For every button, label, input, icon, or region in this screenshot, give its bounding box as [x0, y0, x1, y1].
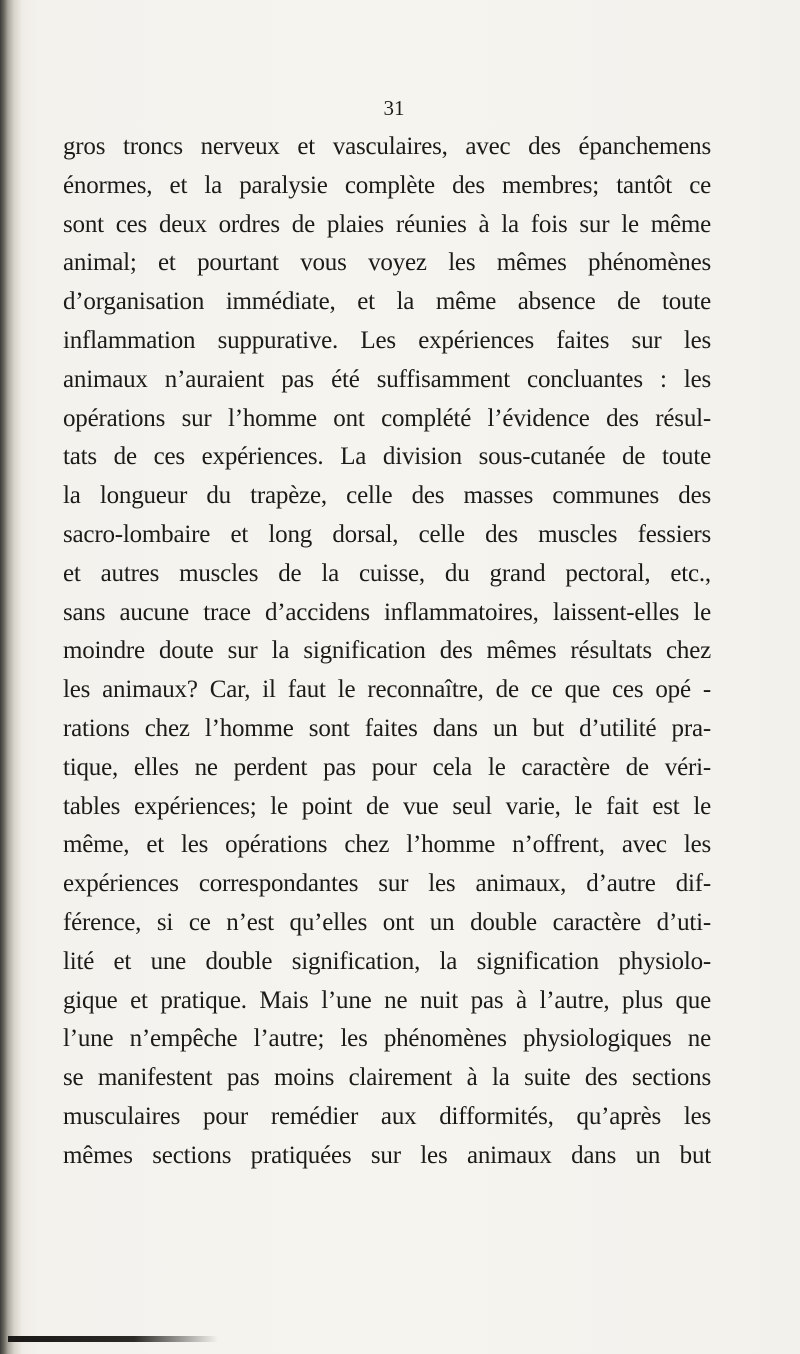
text-line: inflammation suppurative. Les expériences faites sur les — [63, 326, 711, 354]
text-line: animal; et pourtant vous voyez les mêmes phénomènes — [63, 249, 711, 277]
text-line: opérations sur l’homme ont complété l’évidence des résul- — [63, 404, 711, 432]
text-line: les animaux? Car, il faut le reconnaître, de ce que ces opé - — [63, 676, 711, 704]
text-line: sont ces deux ordres de plaies réunies à la fois sur le même — [63, 210, 711, 238]
text-line: lité et une double signification, la signification physiolo- — [63, 947, 711, 975]
text-line: mêmes sections pratiquées sur les animaux dans un but — [63, 1141, 711, 1169]
text-line: l’une n’empêche l’autre; les phénomènes physiologiques ne — [63, 1025, 711, 1053]
text-line: rations chez l’homme sont faites dans un but d’utilité pra- — [63, 714, 711, 742]
text-line: d’organisation immédiate, et la même absence de toute — [63, 288, 711, 316]
text-line: expériences correspondantes sur les animaux, d’autre dif- — [63, 870, 711, 898]
text-line: sans aucune trace d’accidens inflammatoires, laissent-elles le — [63, 598, 711, 626]
text-line: et autres muscles de la cuisse, du grand pectoral, etc., — [63, 559, 711, 587]
text-line: moindre doute sur la signification des mêmes résultats chez — [63, 637, 711, 665]
body-text — [63, 128, 711, 1176]
text-line: animaux n’auraient pas été suffisamment concluantes : les — [63, 365, 711, 393]
text-line: musculaires pour remédier aux difformités, qu’après les — [63, 1102, 711, 1130]
text-line: gros troncs nerveux et vasculaires, avec des épanchemens — [63, 133, 711, 160]
page-number: 31 — [383, 96, 405, 120]
text-line: tables expériences; le point de vue seul varie, le fait est le — [63, 792, 711, 820]
text-line: tats de ces expériences. La division sous-cutanée de toute — [63, 443, 711, 471]
page-edge-mark — [8, 1336, 218, 1342]
text-line: gique et pratique. Mais l’une ne nuit pas à l’autre, plus que — [63, 986, 711, 1014]
text-line: tique, elles ne perdent pas pour cela le caractère de véri- — [63, 753, 711, 781]
binding-shadow — [0, 0, 22, 1354]
text-line: se manifestent pas moins clairement à la suite des sections — [63, 1064, 711, 1092]
text-line: férence, si ce n’est qu’elles ont un double caractère d’uti- — [63, 908, 711, 936]
text-line: sacro-lombaire et long dorsal, celle des muscles fessiers — [63, 520, 711, 548]
text-line: la longueur du trapèze, celle des masses communes des — [63, 482, 711, 510]
text-line: énormes, et la paralysie complète des membres; tantôt ce — [63, 171, 711, 199]
text-line: même, et les opérations chez l’homme n’offrent, avec les — [63, 831, 711, 859]
